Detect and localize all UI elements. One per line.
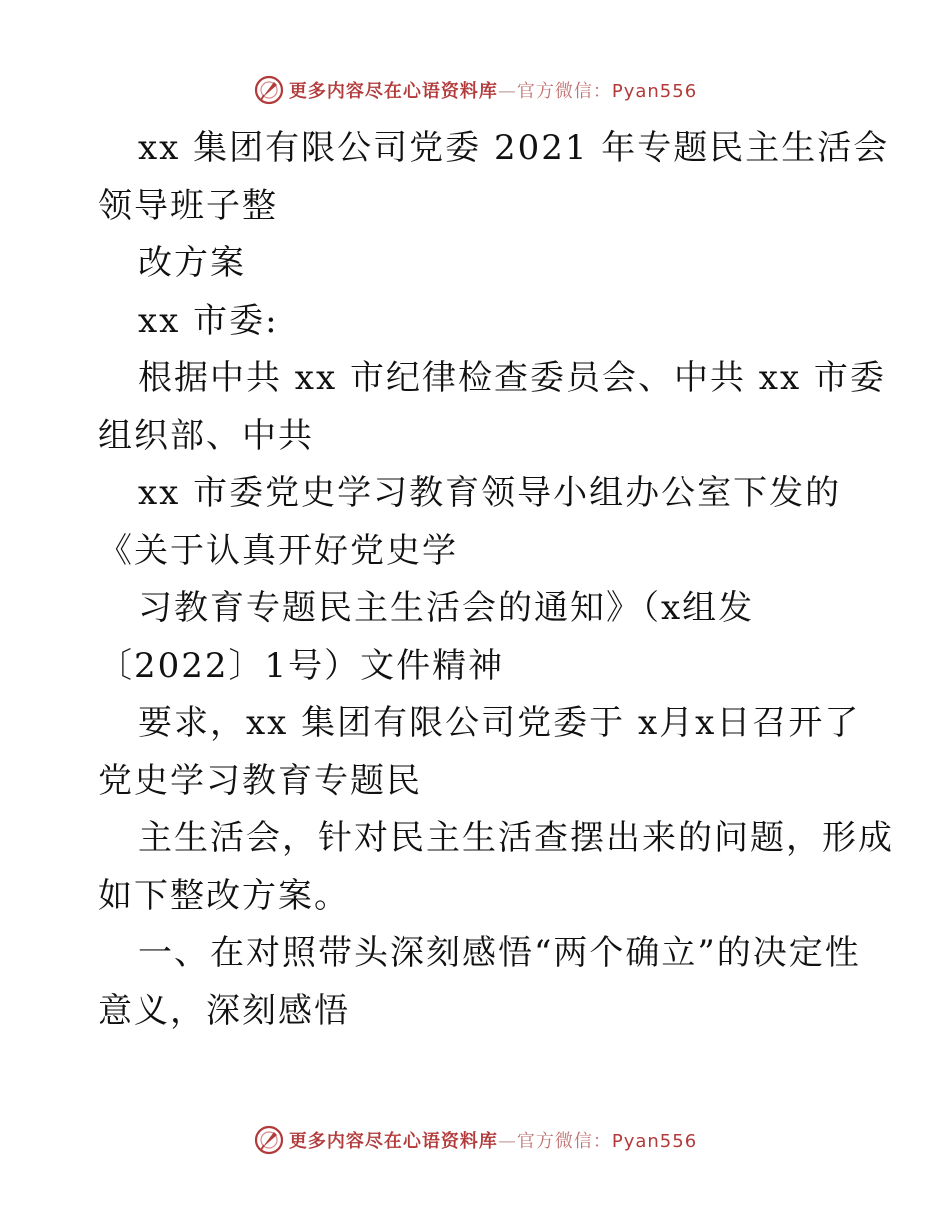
header-banner [0,70,950,110]
doc-line: 要求，xx 集团有限公司党委于 x月x日召开了 [138,703,861,743]
doc-line: 主生活会，针对民主生活查摆出来的问题，形成 [138,818,894,858]
doc-line: xx 市委党史学习教育领导小组办公室下发的 [138,473,842,513]
doc-line: xx 集团有限公司党委 2021 年专题民主生活会 [138,128,890,168]
footer-banner [0,1120,950,1160]
doc-line: 〔2022〕1号）文件精神 [98,645,505,686]
doc-line: 根据中共 xx 市纪律检查委员会、中共 xx 市委 [138,358,886,398]
doc-line: 一、在对照带头深刻感悟“两个确立”的决定性 [138,933,861,973]
doc-line: 习教育专题民主生活会的通知》（x组发 [138,588,755,628]
doc-line: 如下整改方案。 [98,875,350,916]
doc-line: 意义，深刻感悟 [98,990,350,1031]
doc-line: 改方案 [138,243,246,283]
doc-line: 组织部、中共 [98,415,314,456]
doc-line: 领导班子整 [98,185,278,226]
quill-logo-icon [253,74,285,106]
doc-line: 党史学习教育专题民 [98,760,422,801]
doc-line: xx 市委: [138,300,279,341]
document-body [98,120,894,1040]
doc-line: 《关于认真开好党史学 [98,530,458,571]
header-banner-text: 更多内容尽在心语资料库—官方微信：Pyan556 [288,81,698,102]
footer-banner-text: 更多内容尽在心语资料库—官方微信：Pyan556 [288,1131,698,1152]
quill-logo-icon [253,1124,285,1156]
